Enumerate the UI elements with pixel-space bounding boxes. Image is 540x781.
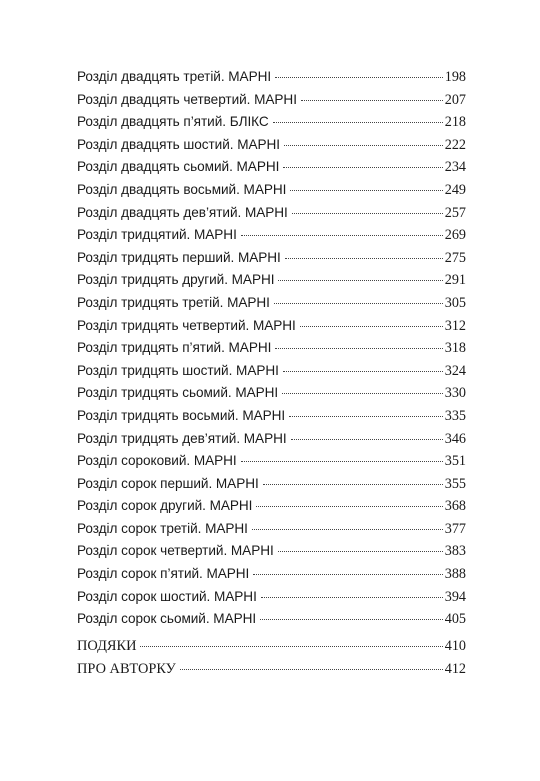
toc-entry-title: Розділ тридцять другий. МАРНІ [77,272,275,288]
toc-entry-page: 412 [444,661,466,678]
toc-entry-title: Розділ тридцять шостий. МАРНІ [77,362,279,378]
toc-entry-page: 335 [444,407,466,424]
toc-entry-title: Розділ двадцять дев’ятий. МАРНІ [77,204,288,220]
toc-entry-about-author [77,658,466,681]
dot-leader [241,447,443,462]
toc-entry [77,608,466,631]
dot-leader [275,63,443,78]
toc-entry-title: Розділ тридцять дев’ятий. МАРНІ [77,430,287,446]
toc-entry-title: Розділ тридцять третій. МАРНІ [77,294,270,310]
toc-entry-page: 355 [444,475,466,492]
dot-leader [284,131,443,146]
toc-entry-title: Розділ двадцять шостий. МАРНІ [77,136,281,152]
dot-leader [275,334,442,349]
dot-leader [261,583,443,598]
dot-leader [274,289,443,304]
toc-entry-page: 275 [444,249,466,266]
toc-entry-page: 346 [444,430,466,447]
toc-entry-title: Розділ сорок шостий. МАРНІ [77,588,257,604]
dot-leader [140,632,442,647]
toc-entry-title: Розділ сорок другий. МАРНІ [77,498,253,514]
toc-entry-page: 234 [444,159,466,176]
toc-entry-title: Розділ тридцять п’ятий. МАРНІ [77,340,272,356]
toc-entry-title: Розділ сорок сьомий. МАРНІ [77,611,257,627]
toc-entry-page: 198 [444,69,466,85]
toc-entry-title: Розділ тридцять четвертий. МАРНІ [77,317,296,333]
toc-entry-page: 368 [444,498,466,515]
dot-leader [282,379,443,394]
dot-leader [292,199,443,214]
toc-entry-title: Розділ сороковий. МАРНІ [77,453,237,469]
dot-leader [278,266,442,281]
toc-entry-page: 383 [444,543,466,560]
toc-entry-page: 324 [444,362,466,379]
toc-entry-page: 410 [444,637,466,654]
toc-entry-page: 377 [444,520,466,537]
toc-entry-page: 312 [444,317,466,334]
toc-entry-title: Розділ тридцять восьмий. МАРНІ [77,407,286,423]
toc-entry-page: 207 [444,91,466,108]
toc-entry-title: Розділ тридцятий. МАРНІ [77,227,237,243]
toc-entry-page: 305 [444,294,466,311]
dot-leader [283,357,443,372]
toc-entry-page: 330 [444,385,466,402]
toc-entry-page: 351 [444,453,466,470]
toc-entry-title: ПРО АВТОРКУ [77,661,176,678]
toc-entry-title: Розділ двадцять п’ятий. БЛІКС [77,114,269,130]
toc-entry-title: Розділ тридцять перший. МАРНІ [77,249,281,265]
dot-leader [273,108,443,123]
dot-leader [263,470,443,485]
toc-entry-title: Розділ сорок третій. МАРНІ [77,520,248,536]
dot-leader [256,492,442,507]
toc-entry-title: Розділ двадцять третій. МАРНІ [77,69,272,84]
dot-leader [241,221,443,236]
toc-entry-title: Розділ двадцять восьмий. МАРНІ [77,181,287,197]
toc-entry-title: Розділ двадцять четвертий. МАРНІ [77,91,297,107]
toc-entry-page: 388 [444,566,466,583]
dot-leader [300,312,443,327]
toc-entry-page: 222 [444,136,466,153]
dot-leader [301,86,443,101]
toc-entry-page: 257 [444,204,466,221]
toc-entry-page: 249 [444,181,466,198]
dot-leader [283,153,442,168]
table-of-contents [77,66,466,681]
toc-entry-page: 269 [444,227,466,244]
toc-entry-title: Розділ сорок перший. МАРНІ [77,475,259,491]
dot-leader [253,560,442,575]
dot-leader [260,605,443,620]
dot-leader [252,515,443,530]
toc-entry-page: 405 [444,611,466,628]
toc-entry-page: 318 [444,340,466,357]
toc-entry-page: 218 [444,114,466,131]
dot-leader [289,402,443,417]
toc-entry-title: Розділ сорок п’ятий. МАРНІ [77,566,250,582]
dot-leader [291,425,443,440]
toc-entry-page: 394 [444,588,466,605]
dot-leader [290,176,442,191]
dot-leader [278,537,443,552]
dot-leader [285,244,443,259]
dot-leader [180,655,443,670]
toc-entry-title: ПОДЯКИ [77,637,137,654]
toc-entry-title: Розділ сорок четвертий. МАРНІ [77,543,274,559]
toc-entry-title: Розділ двадцять сьомий. МАРНІ [77,159,280,175]
toc-entry-page: 291 [444,272,466,289]
toc-entry-title: Розділ тридцять сьомий. МАРНІ [77,385,279,401]
